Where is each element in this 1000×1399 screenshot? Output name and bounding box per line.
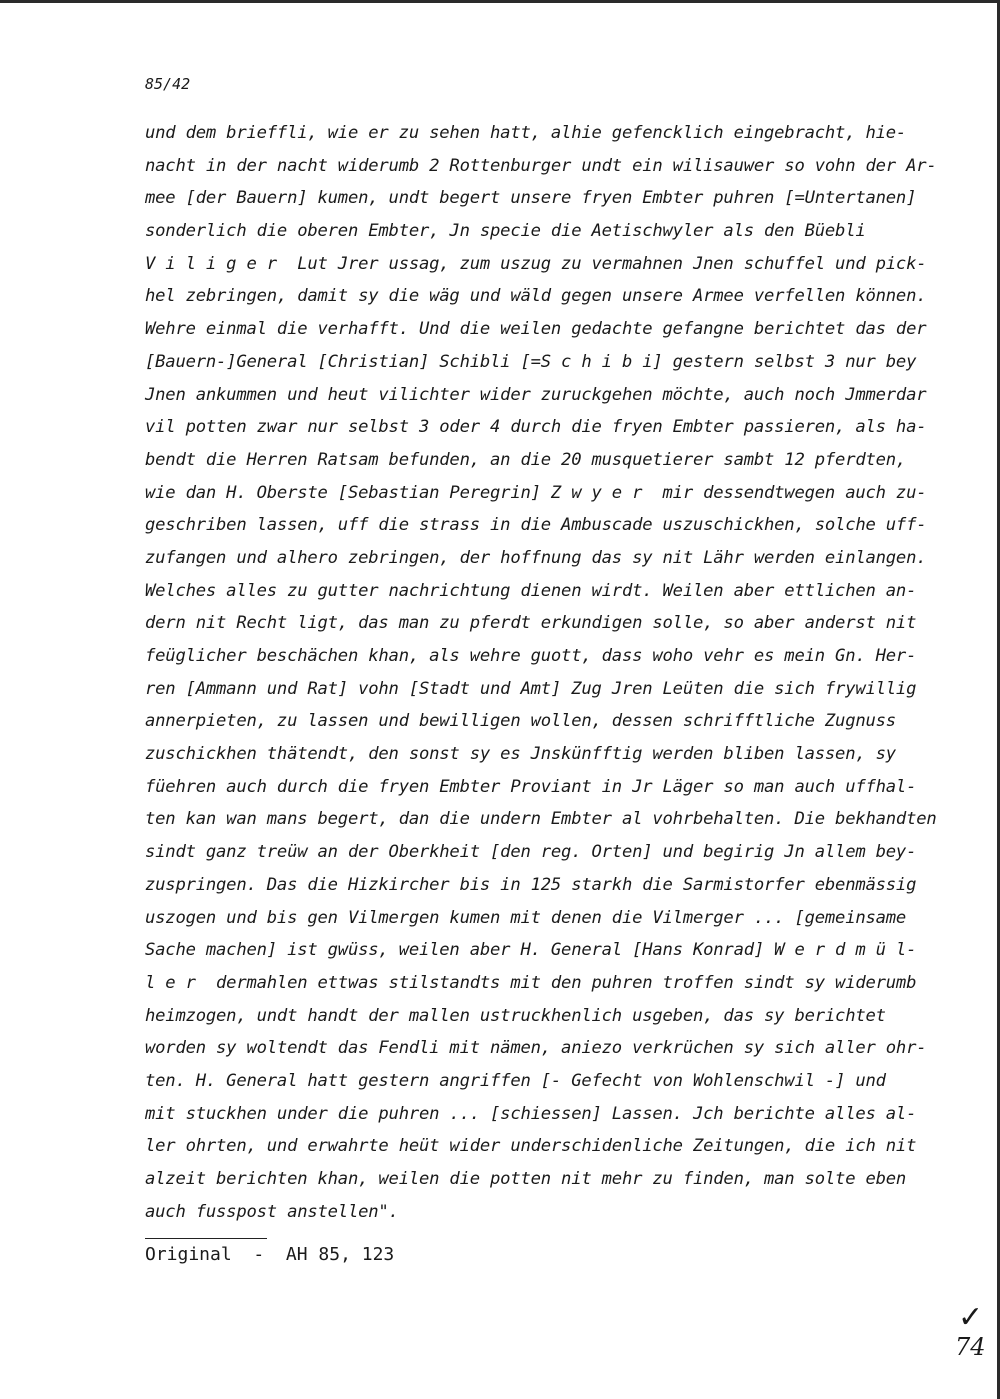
page-top-edge	[0, 0, 1000, 3]
text-line: Welches alles zu gutter nachrichtung dienen wirdt. Weilen aber ettlichen an-	[145, 580, 917, 601]
text-line: wie dan H. Oberste [Sebastian Peregrin] Z w y e r mir dessendtwegen auch zu-	[145, 482, 927, 503]
text-line: V i l i g e r Lut Jrer ussag, zum uszug zu vermahnen Jnen schuffel und pick-	[145, 253, 927, 274]
text-line: zufangen und alhero zebringen, der hoffnung das sy nit Lähr werden einlangen.	[145, 547, 927, 568]
text-line: Sache machen] ist gwüss, weilen aber H. General [Hans Konrad] W e r d m ü l-	[145, 940, 917, 961]
text-line: [Bauern-]General [Christian] Schibli [=S c h i b i] gestern selbst 3 nur bey	[145, 351, 917, 372]
text-line: geschriben lassen, uff die strass in die Ambuscade uszuschickhen, solche uff-	[145, 515, 927, 536]
text-line: mit stuckhen under die puhren ... [schiessen] Lassen. Jch berichte alles al-	[145, 1103, 917, 1124]
text-line: hel zebringen, damit sy die wäg und wäld gegen unsere Armee verfellen können.	[145, 286, 927, 307]
text-line: zuspringen. Das die Hizkircher bis in 125 starkh die Sarmistorfer ebenmässig	[145, 874, 917, 895]
text-line: Wehre einmal die verhafft. Und die weilen gedachte gefangne berichtet das der	[145, 319, 927, 340]
text-line: vil potten zwar nur selbst 3 oder 4 durch die fryen Embter passieren, als ha-	[145, 417, 927, 438]
text-line: mee [der Bauern] kumen, undt begert unsere fryen Embter puhren [=Untertanen]	[145, 188, 917, 209]
source-note: Original - AH 85, 123	[145, 1244, 395, 1265]
text-line: ren [Ammann und Rat] vohn [Stadt und Amt] Zug Jren Leüten die sich frywillig	[145, 678, 917, 699]
text-line: ten. H. General hatt gestern angriffen [- Gefecht von Wohlenschwil -] und	[145, 1070, 886, 1091]
text-line: zuschickhen thätendt, den sonst sy es Jnskünfftig werden bliben lassen, sy	[145, 744, 896, 765]
text-line: sindt ganz treüw an der Oberkheit [den reg. Orten] und begirig Jn allem bey-	[145, 842, 917, 863]
text-line: bendt die Herren Ratsam befunden, an die 20 musquetierer sambt 12 pferdten,	[145, 449, 907, 470]
text-line: uszogen und bis gen Vilmergen kumen mit denen die Vilmerger ... [gemeinsame	[145, 907, 907, 928]
archive-page-number: 74	[955, 1333, 986, 1361]
text-line: nacht in der nacht widerumb 2 Rottenburger undt ein wilisauwer so vohn der Ar-	[145, 155, 937, 176]
check-mark-icon: ✓	[958, 1300, 984, 1335]
text-line: annerpieten, zu lassen und bewilligen wollen, dessen schrifftliche Zugnuss	[145, 711, 896, 732]
text-line: l e r dermahlen ettwas stilstandts mit den puhren troffen sindt sy widerumb	[145, 972, 917, 993]
page-number: 85/42	[145, 75, 191, 93]
text-line: und dem brieffli, wie er zu sehen hatt, alhie gefencklich eingebracht, hie-	[145, 123, 907, 143]
text-line: Jnen ankummen und heut vilichter wider zuruckgehen möchte, auch noch Jmmerdar	[145, 384, 927, 405]
text-line: dern nit Recht ligt, das man zu pferdt erkundigen solle, so aber anderst nit	[145, 613, 917, 634]
footnote-rule	[145, 1238, 267, 1239]
text-line: füehren auch durch die fryen Embter Proviant in Jr Läger so man auch uffhal-	[145, 776, 917, 797]
text-line: ten kan wan mans begert, dan die undern Embter al vohrbehalten. Die bekhandten	[145, 809, 937, 830]
text-line: worden sy woltendt das Fendli mit nämen, aniezo verkrüchen sy sich aller ohr-	[145, 1038, 927, 1059]
text-line: ler ohrten, und erwahrte heüt wider underschidenliche Zeitungen, die ich nit	[145, 1136, 917, 1157]
text-line: feüglicher beschächen khan, als wehre guott, dass woho vehr es mein Gn. Her-	[145, 646, 917, 666]
text-line: sonderlich die oberen Embter, Jn specie die Aetischwyler als den Büebli	[145, 221, 866, 242]
body-text	[145, 117, 935, 1228]
text-line: alzeit berichten khan, weilen die potten nit mehr zu finden, man solte eben	[145, 1169, 907, 1189]
text-line: heimzogen, undt handt der mallen ustruckhenlich usgeben, das sy berichtet	[145, 1005, 886, 1026]
text-line: auch fusspost anstellen".	[145, 1201, 399, 1222]
